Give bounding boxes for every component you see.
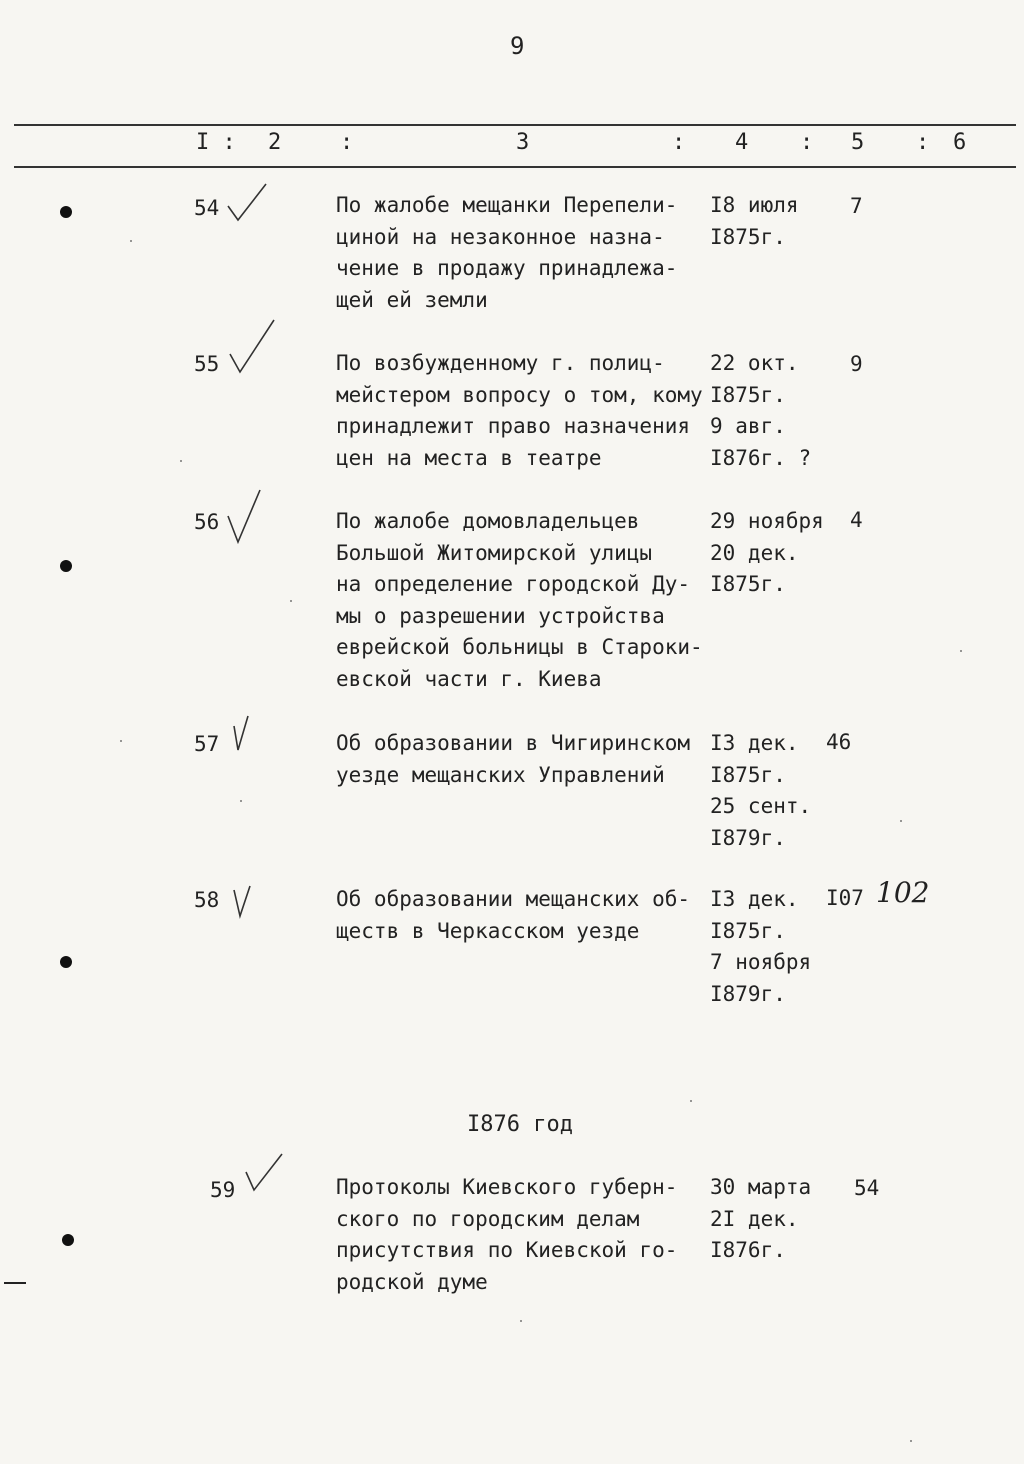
year-heading: I876 год: [467, 1112, 573, 1137]
checkmark-icon: [232, 884, 272, 934]
entry-description: Об образовании в Чигиринском уезде мещанских Управлений: [336, 731, 691, 787]
column-header-4: 4: [735, 130, 749, 155]
binding-hole-mark: [60, 560, 72, 572]
checkmark-icon: [232, 714, 272, 764]
entry-dates: 29 ноября 20 дек. I875г.: [710, 509, 824, 596]
checkmark-icon: [226, 488, 266, 538]
entry-description: По жалобе домовладельцев Большой Житомирской улицы на определение городской Ду- мы о разрешении устройства еврейской больницы в Староки- евской части г. Киева: [336, 509, 703, 691]
entry-dates: 30 марта 2I дек. I876г.: [710, 1175, 812, 1262]
scan-speck: [240, 800, 242, 802]
entry-number: 54: [194, 196, 220, 220]
entry-sheets: 46: [826, 730, 852, 754]
entry-sheets: 9: [850, 352, 863, 376]
entry-sheets: 54: [854, 1176, 880, 1200]
binding-hole-mark: [60, 956, 72, 968]
entry-description: По жалобе мещанки Перепели- циной на незаконное назна- чение в продажу принадлежа- щей ей земли: [336, 193, 678, 312]
entry-number: 58: [194, 888, 220, 912]
column-header-2: 2: [268, 130, 282, 155]
column-separator: :: [800, 130, 814, 155]
margin-mark: [4, 1282, 26, 1284]
entry-sheets: I07: [826, 886, 864, 910]
entry-dates: I3 дек. I875г. 7 ноября I879г.: [710, 887, 812, 1006]
column-header-5: 5: [851, 130, 865, 155]
scan-speck: [290, 600, 292, 602]
checkmark-icon: [226, 180, 266, 230]
checkmark-icon: [228, 318, 268, 368]
entry-description: По возбужденному г. полиц- мейстером вопросу о том, кому принадлежит право назначения цен на места в театре: [336, 351, 703, 470]
column-separator: :: [672, 130, 686, 155]
entry-dates: I3 дек. I875г. 25 сент. I879г.: [710, 731, 812, 850]
checkmark-icon: [244, 1152, 284, 1202]
scan-speck: [520, 1320, 522, 1322]
scan-speck: [960, 650, 962, 652]
scan-speck: [180, 460, 182, 462]
handwritten-correction: 102: [876, 876, 930, 909]
scan-speck: [120, 740, 122, 742]
entry-sheets: 7: [850, 194, 863, 218]
entry-description: Об образовании мещанских об- ществ в Черкасском уезде: [336, 887, 691, 943]
scan-speck: [690, 1100, 692, 1102]
binding-hole-mark: [60, 206, 72, 218]
entry-sheets: 4: [850, 508, 863, 532]
column-header-3: 3: [516, 130, 530, 155]
binding-hole-mark: [62, 1234, 74, 1246]
entry-number: 57: [194, 732, 220, 756]
page-number: 9: [510, 32, 525, 60]
entry-description: Протоколы Киевского губерн- ского по городским делам присутствия по Киевской го- родской думе: [336, 1175, 678, 1294]
entry-number: 59: [210, 1178, 236, 1202]
column-separator: :: [340, 130, 354, 155]
entry-dates: I8 июля I875г.: [710, 193, 799, 249]
scan-speck: [900, 820, 902, 822]
header-top-rule: [14, 124, 1016, 126]
header-bottom-rule: [14, 166, 1016, 168]
column-header-1: I :: [196, 130, 236, 155]
scan-speck: [910, 1440, 912, 1442]
scan-speck: [130, 240, 132, 242]
entry-number: 55: [194, 352, 220, 376]
entry-dates: 22 окт. I875г. 9 авг. I876г. ?: [710, 351, 812, 470]
column-separator: :: [916, 130, 930, 155]
column-header-6: 6: [953, 130, 967, 155]
entry-number: 56: [194, 510, 220, 534]
